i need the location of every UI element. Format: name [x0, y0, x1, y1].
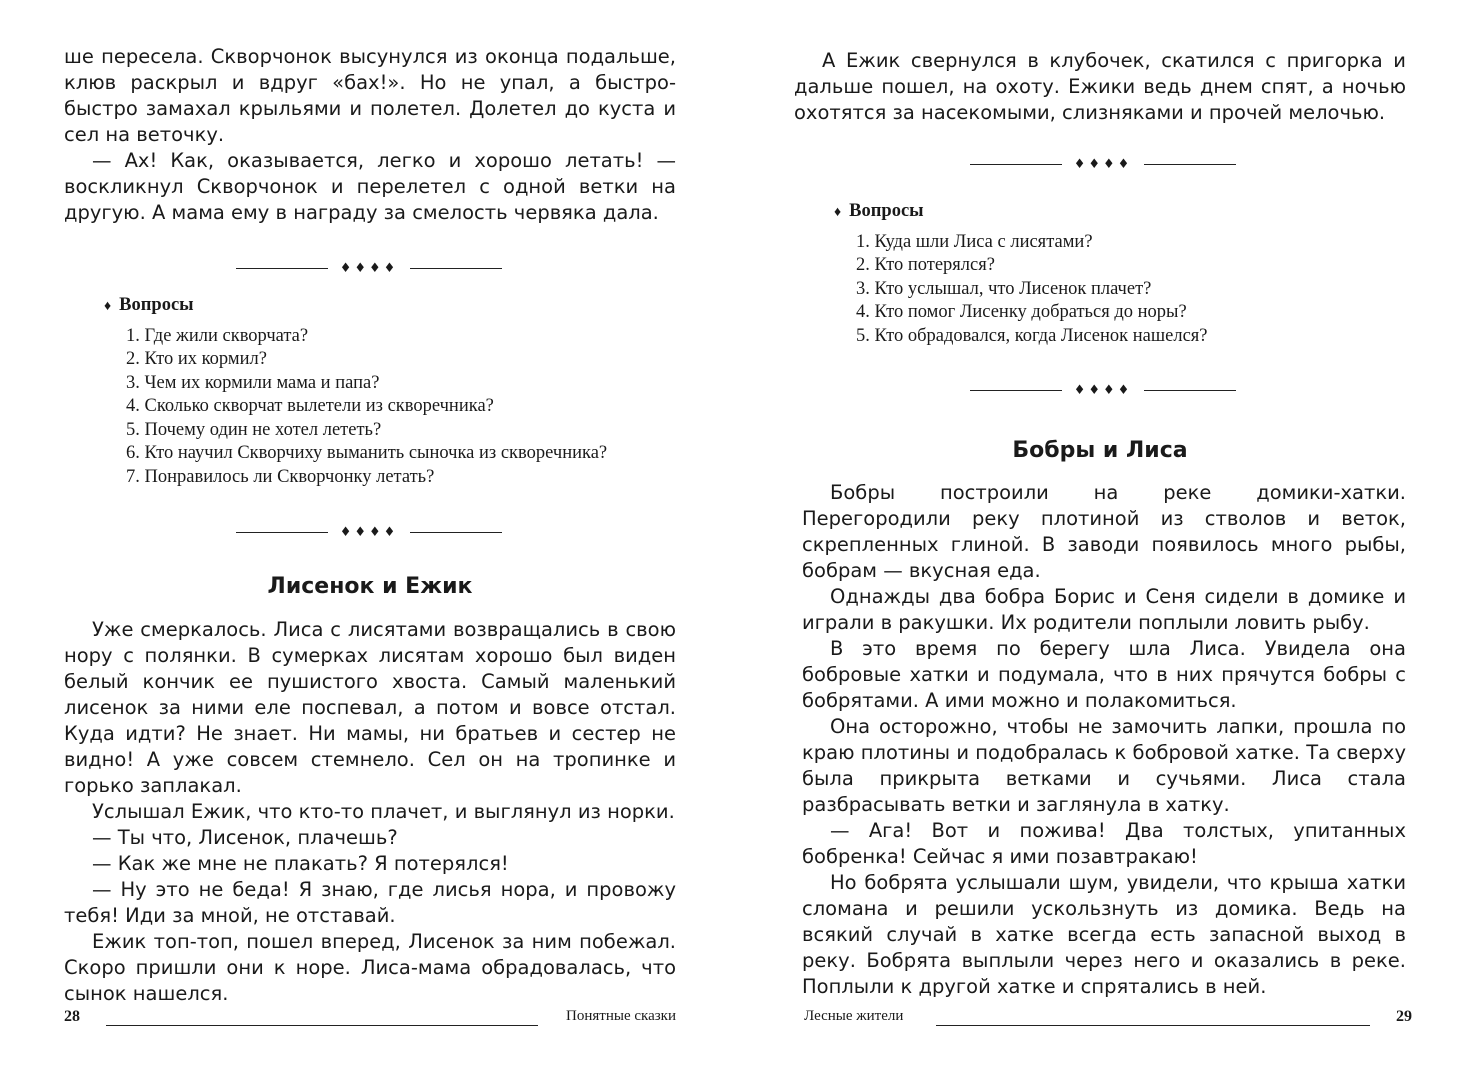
paragraph: А Ежик свернулся в клубочек, скатился с пригорка и дальше пошел, на охоту. Ежики ведь днем спят, а ночью охотятся за насекомыми, слизняками и прочей мелочью. [794, 49, 1406, 124]
question-item: 2. Кто потерялся? [856, 255, 995, 275]
question-item: 1. Куда шли Лиса с лисятами? [856, 231, 1093, 252]
story-text [64, 617, 676, 1007]
story-title: Лисенок и Ежик [267, 574, 473, 599]
paragraph: — Ах! Как, оказывается, легко и хорошо летать! — воскликнул Скворчонок и перелетел с одной ветки на другую. А мама ему в награду за смелость червяка дала. [64, 149, 676, 224]
story-end-text [794, 48, 1406, 126]
questions-block [104, 294, 704, 489]
diamond-bullet-icon: ♦ [104, 299, 112, 314]
running-title: Лесные жители [804, 1008, 904, 1024]
paragraph: Но бобрята услышали шум, увидели, что крыша хатки сломана и решили ускользнуть из домика. Ведь на всякий случай в хатке всегда есть запасной выход в реку. Бобрята выплыли через него и оказались в реке. Поплыли к другой хатке и спрятались в ней. [802, 871, 1406, 998]
footer-rule [106, 1025, 538, 1026]
question-item: 5. Почему один не хотел лететь? [126, 419, 382, 440]
paragraph: — Ага! Вот и пожива! Два толстых, упитанных бобренка! Сейчас я ими позавтракаю! [802, 819, 1406, 868]
question-item: 7. Понравилось ли Скворчонку летать? [126, 466, 435, 487]
diamond-ornament-icon: ♦♦♦♦ [1073, 156, 1133, 172]
question-item: 6. Кто научил Скворчиху выманить сыночка из скворечника? [126, 443, 608, 463]
section-divider [236, 522, 502, 542]
paragraph: Бобры построили на реке домики-хатки. Перегородили реку плотиной из стволов и веток, скрепленных глиной. В заводи появилось много рыбы, бобрам — вкусная еда. [802, 481, 1406, 582]
questions-heading: ♦ Вопросы [834, 201, 924, 221]
section-divider [970, 380, 1236, 400]
story-end-text [64, 44, 676, 226]
paragraph: — Как же мне не плакать? Я потерялся! [92, 852, 509, 875]
diamond-ornament-icon: ♦♦♦♦ [1073, 382, 1133, 398]
diamond-ornament-icon: ♦♦♦♦ [339, 524, 399, 540]
question-item: 4. Сколько скворчат вылетели из скворечника? [126, 396, 494, 416]
paragraph: В это время по берегу шла Лиса. Увидела она бобровые хатки и подумала, что в них прячутся бобры с бобрятами. А ими можно и полакомиться. [802, 637, 1406, 712]
story-title: Бобры и Лиса [1012, 438, 1188, 463]
footer-rule [936, 1025, 1370, 1026]
question-item: 1. Где жили скворчата? [126, 325, 309, 346]
diamond-bullet-icon: ♦ [834, 205, 842, 220]
questions-block [834, 200, 1434, 348]
paragraph: Она осторожно, чтобы не замочить лапки, прошла по краю плотины и подобралась к бобровой хатке. Та сверху была прикрыта ветками и сучьями. Лиса стала разбрасывать ветки и заглянула в хатку. [802, 715, 1406, 816]
paragraph: Ежик топ-топ, пошел вперед, Лисенок за ним побежал. Скоро пришли они к норе. Лиса-мама обрадовалась, что сынок нашелся. [64, 930, 676, 1005]
paragraph: Услышал Ежик, что кто-то плачет, и выглянул из норки. [92, 800, 675, 823]
page-footer [804, 1008, 1412, 1034]
page-number: 29 [1396, 1008, 1412, 1025]
right-page [736, 0, 1472, 1080]
running-title: Понятные сказки [566, 1008, 676, 1024]
question-item: 3. Чем их кормили мама и папа? [126, 372, 380, 393]
paragraph: — Ты что, Лисенок, плачешь? [92, 826, 398, 849]
questions-list [834, 231, 1434, 349]
question-item: 4. Кто помог Лисенку добраться до норы? [856, 302, 1187, 322]
question-item: 3. Кто услышал, что Лисенок плачет? [856, 278, 1152, 299]
questions-heading: ♦ Вопросы [104, 295, 194, 315]
question-item: 5. Кто обрадовался, когда Лисенок нашелся? [856, 325, 1208, 346]
page-number: 28 [64, 1008, 80, 1025]
section-divider [970, 154, 1236, 174]
diamond-ornament-icon: ♦♦♦♦ [339, 260, 399, 276]
paragraph: ше пересела. Скворчонок высунулся из оконца подальше, клюв раскрыл и вдруг «бах!». Но не упал, а быстро-быстро замахал крыльями и полетел. Долетел до куста и сел на веточку. [64, 45, 676, 146]
paragraph: — Ну это не беда! Я знаю, где лисья нора, и провожу тебя! Иди за мной, не отставай. [64, 878, 676, 927]
question-item: 2. Кто их кормил? [126, 349, 267, 369]
section-divider [236, 258, 502, 278]
paragraph: Однажды два бобра Борис и Сеня сидели в домике и играли в ракушки. Их родители поплыли ловить рыбу. [802, 585, 1406, 634]
questions-list [104, 325, 704, 490]
paragraph: Уже смеркалось. Лиса с лисятами возвращались в свою нору с полянки. В сумерках лисятам хорошо был виден белый кончик ее пушистого хвоста. Самый маленький лисенок за ними еле поспевал, а потом и вовсе отстал. Куда идти? Не знает. Ни мамы, ни братьев и сестер не видно! А уже совсем стемнело. Сел он на тропинке и горько заплакал. [64, 618, 676, 797]
story-text [802, 480, 1406, 1000]
page-footer [64, 1008, 676, 1034]
